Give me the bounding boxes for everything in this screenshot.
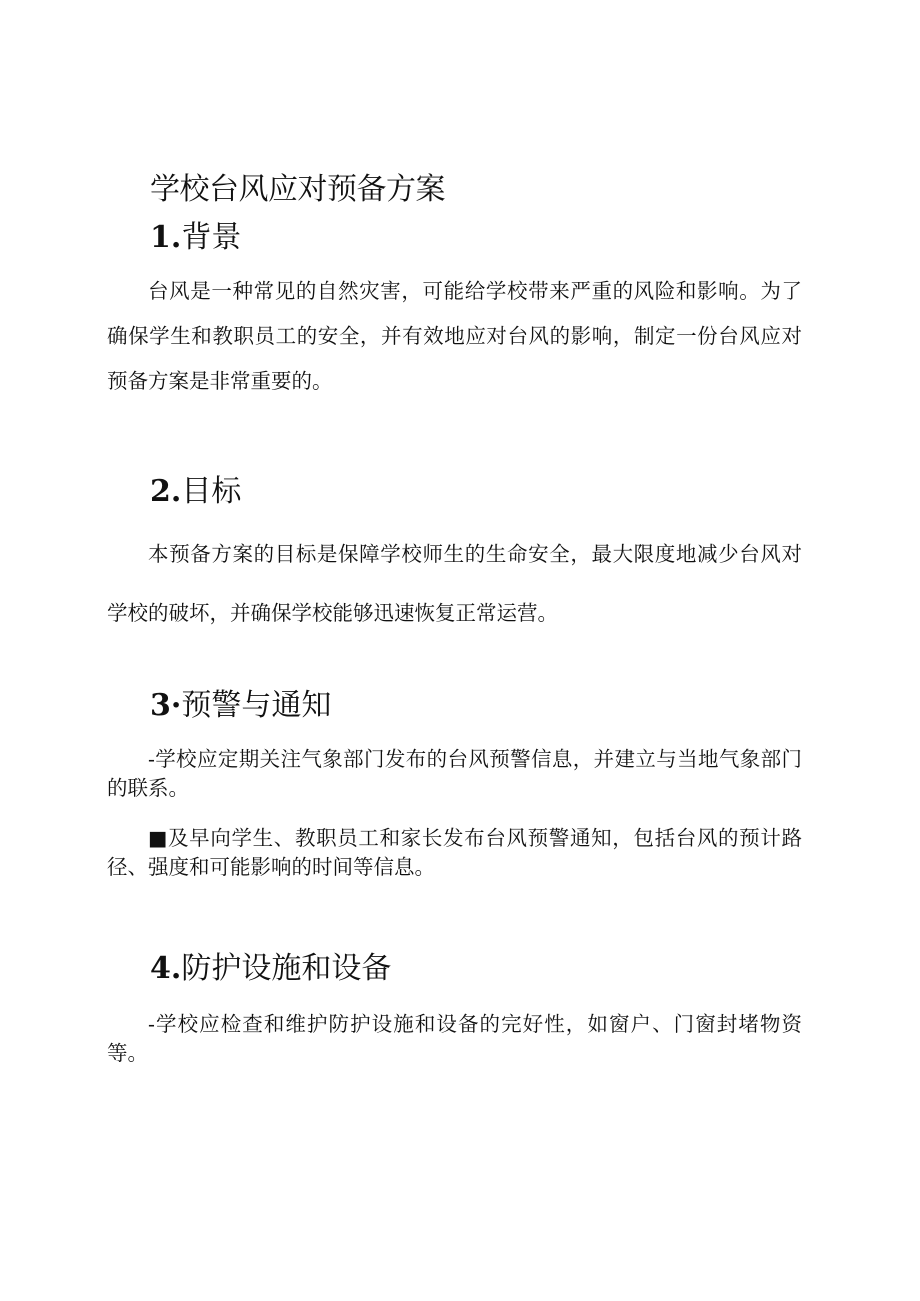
section-heading-goals <box>150 472 241 512</box>
section-number: 4. <box>150 951 182 986</box>
section-number: 3· <box>150 688 182 723</box>
section-number: 1. <box>150 220 182 255</box>
section-heading-text: 防护设施和设备 <box>181 951 392 986</box>
section-heading-text: 目标 <box>181 474 242 509</box>
section-heading-background <box>150 218 241 258</box>
paragraph-facilities: -学校应检查和维护防护设施和设备的完好性，如窗户、门窗封堵物资等。 <box>107 1012 802 1065</box>
section-heading-facilities <box>150 949 391 989</box>
paragraph-background: 台风是一种常见的自然灾害，可能给学校带来严重的风险和影响。为了确保学生和教职员工的安全，并有效地应对台风的影响，制定一份台风应对预备方案是非常重要的。 <box>107 279 802 393</box>
section-heading-text: 预警与通知 <box>181 688 332 723</box>
paragraph-goals: 本预备方案的目标是保障学校师生的生命安全，最大限度地减少台风对学校的破坏，并确保学校能够迅速恢复正常运营。 <box>107 542 802 625</box>
paragraph-warning-2: ■及早向学生、教职员工和家长发布台风预警通知，包括台风的预计路径、强度和可能影响的时间等信息。 <box>107 826 802 879</box>
paragraph-warning-1: -学校应定期关注气象部门发布的台风预警信息，并建立与当地气象部门的联系。 <box>107 747 802 800</box>
section-heading-warning <box>150 686 331 726</box>
section-heading-text: 背景 <box>181 220 242 255</box>
section-number: 2. <box>150 474 182 509</box>
document-title: 学校台风应对预备方案 <box>150 172 445 207</box>
